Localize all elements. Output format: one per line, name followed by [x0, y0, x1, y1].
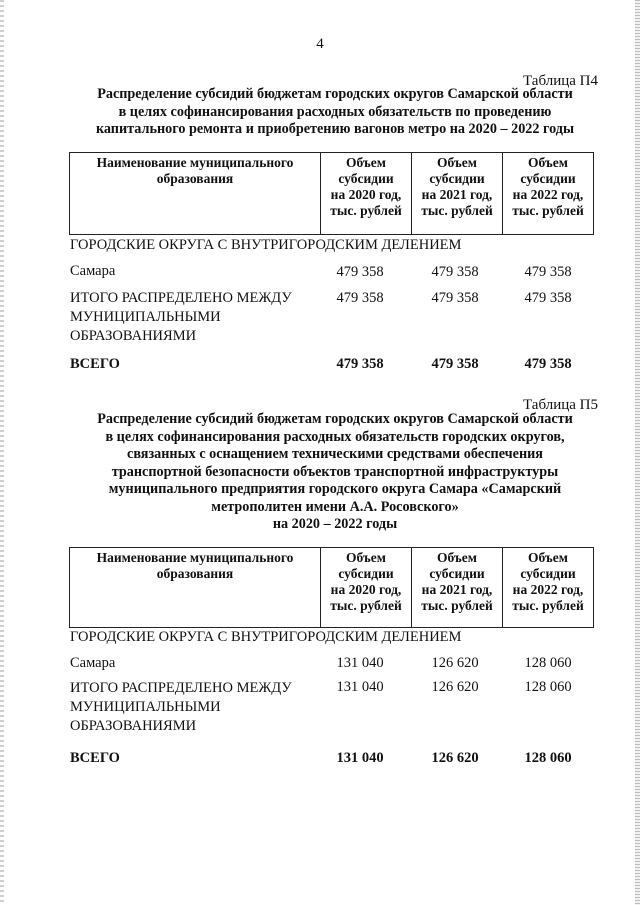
table-label: Таблица П5 — [523, 397, 598, 413]
page-number: 4 — [316, 36, 324, 52]
table-header — [69, 547, 594, 628]
row-name: ИТОГО РАСПРЕДЕЛЕНО МЕЖДУ МУНИЦИПАЛЬНЫМИ ОБРАЗОВАНИЯМИ — [70, 290, 292, 344]
value-2021: 126 620 — [431, 655, 479, 671]
header-municipality: Наименование муниципального образования — [70, 153, 321, 235]
total-2022: 128 060 — [524, 750, 572, 766]
title-line: Распределение субсидий бюджетам городских округов Самарской области — [97, 411, 573, 427]
title-line: Распределение субсидий бюджетам городских округов Самарской области — [97, 86, 573, 102]
header-2022: Объем субсидии на 2022 год, тыс. рублей — [503, 153, 594, 235]
table-label: Таблица П4 — [523, 73, 598, 89]
total-2020: 479 358 — [336, 356, 384, 372]
title-line: в целях софинансирования расходных обязательств городских округов, — [105, 428, 565, 445]
row-name: Самара — [70, 655, 116, 671]
total-2022: 479 358 — [524, 356, 572, 372]
total-label: ВСЕГО — [70, 356, 120, 372]
row-name: ИТОГО РАСПРЕДЕЛЕНО МЕЖДУ МУНИЦИПАЛЬНЫМИ ОБРАЗОВАНИЯМИ — [70, 680, 292, 734]
header-2020: Объем субсидии на 2020 год, тыс. рублей — [321, 548, 412, 628]
value-2022: 128 060 — [524, 655, 572, 671]
title-line: на 2020 – 2022 годы — [272, 516, 398, 532]
total-2021: 126 620 — [431, 750, 479, 766]
total-2021: 479 358 — [431, 356, 479, 372]
value-2020: 479 358 — [336, 264, 384, 280]
title-line: капитального ремонта и приобретению вагонов метро на 2020 – 2022 годы — [95, 121, 575, 137]
value-2020: 479 358 — [336, 290, 384, 306]
table-header — [69, 152, 594, 235]
value-2021: 479 358 — [431, 264, 479, 280]
title-line: в целях софинансирования расходных обязательств по проведению — [118, 103, 552, 120]
scan-edge-left — [0, 0, 4, 905]
value-2022: 479 358 — [524, 264, 572, 280]
value-2021: 479 358 — [431, 290, 479, 306]
header-2020: Объем субсидии на 2020 год, тыс. рублей — [321, 153, 412, 235]
value-2020: 131 040 — [336, 679, 384, 695]
total-2020: 131 040 — [336, 750, 384, 766]
title-line: метрополитен имени А.А. Росовского» — [211, 498, 459, 515]
section-heading: ГОРОДСКИЕ ОКРУГА С ВНУТРИГОРОДСКИМ ДЕЛЕНИЕМ — [70, 237, 462, 253]
value-2021: 126 620 — [431, 679, 479, 695]
row-name: Самара — [70, 263, 116, 279]
title-line: связанных с оснащением техническими средствами обеспечения — [127, 446, 543, 462]
header-2021: Объем субсидии на 2021 год, тыс. рублей — [412, 548, 503, 628]
header-2021: Объем субсидии на 2021 год, тыс. рублей — [412, 153, 503, 235]
value-2022: 128 060 — [524, 679, 572, 695]
value-2020: 131 040 — [336, 655, 384, 671]
scan-edge-right — [635, 0, 640, 905]
title-line: муниципального предприятия городского округа Самара «Самарский — [108, 481, 562, 497]
table-title — [70, 411, 600, 534]
section-heading: ГОРОДСКИЕ ОКРУГА С ВНУТРИГОРОДСКИМ ДЕЛЕНИЕМ — [70, 629, 462, 645]
total-label: ВСЕГО — [70, 750, 120, 766]
header-municipality: Наименование муниципального образования — [70, 548, 321, 628]
header-2022: Объем субсидии на 2022 год, тыс. рублей — [503, 548, 594, 628]
title-line: транспортной безопасности объектов транспортной инфраструктуры — [111, 463, 559, 480]
table-title — [70, 86, 600, 139]
value-2022: 479 358 — [524, 290, 572, 306]
